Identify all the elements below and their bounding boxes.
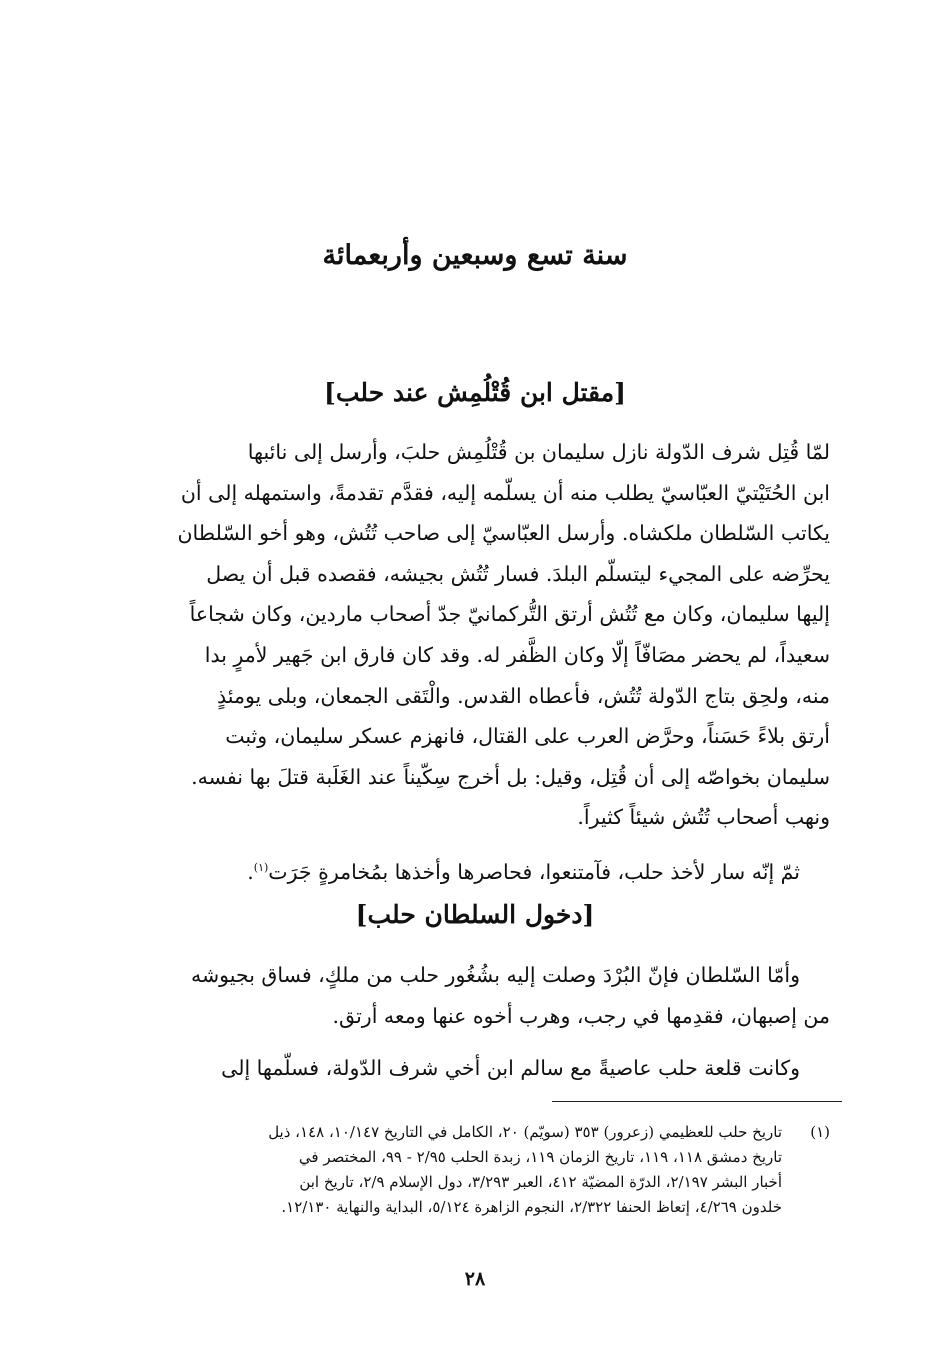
- text-line: ابن الحُتَيْتيّ العبّاسيّ يطلب منه أن يسلّمه إليه، فقدَّم تقدمةً، واستمهله إلى أن: [180, 480, 830, 505]
- text-line: ونهب أصحاب تُتُش شيئاً كثيراً.: [577, 805, 830, 830]
- paragraph-sultan-march: [105, 955, 830, 1036]
- text-line: وأمّا السّلطان فإنّ البُرْدَ وصلت إليه بشُغُور حلب من ملكٍ، فساق بجيوشه: [191, 963, 800, 987]
- text-line: وكانت قلعة حلب عاصيةً مع سالم ابن أخي شرف الدّولة، فسلّمها إلى: [221, 1056, 800, 1080]
- text-line: أرتق بلاءً حَسَناً، وحرَّض العرب على القتال، فانهزم عسكر سليمان، وثبت: [225, 724, 830, 749]
- footnote: [105, 1120, 830, 1220]
- section-heading-sultan-enters-aleppo: [دخول السلطان حلب]: [355, 900, 595, 929]
- paragraph-taking-of-aleppo: [105, 848, 830, 892]
- paragraph-aleppo-citadel: [105, 1048, 830, 1089]
- page-number: ٢٨: [464, 1268, 486, 1290]
- text-line: لمّا قُتِل شرف الدّولة نازل سليمان بن قُتْلُمِش حلبَ، وأرسل إلى نائبها: [247, 440, 830, 464]
- footnote-line: أخبار البشر ٢/١٩٧، الدرّة المضيّة ٤١٢، العبر ٣/٢٩٣، دول الإسلام ٢/٩، تاريخ ابن: [299, 1173, 782, 1191]
- text-line: إليها سليمان، وكان مع تُتُش أرتق التُّركمانيّ جدّ أصحاب ماردين، وكان شجاعاً: [189, 602, 830, 627]
- footnote-reference: (١): [253, 861, 269, 874]
- text-line: سليمان بخواصّه إلى أن قُتِل، وقيل: بل أخرج سِكّيناً عند الغَلَبة قتلَ بها نفسه.: [191, 764, 830, 789]
- text-line: [105, 848, 830, 892]
- text-line: منه، ولحِق بتاج الدّولة تُتُش، فأعطاه القدس. والْتَقى الجمعان، وبلى يومئذٍ: [217, 683, 830, 708]
- footnote-line: خلدون ٤/٢٦٩، إتعاظ الحنفا ٢/٣٢٢، النجوم الزاهرة ٥/١٢٤، البداية والنهاية ١٢/١٣٠.: [281, 1198, 782, 1216]
- paragraph-killing-of-suleiman: [105, 432, 830, 838]
- text-line: سعيداً، لم يحضر مصَافّاً إلّا وكان الظَّفر له. وقد كان فارق ابن جَهير لأمرٍ بدا: [204, 642, 830, 667]
- text-line: يحرِّضه على المجيء ليتسلّم البلدَ. فسار تُتُش بجيشه، فقصده قبل أن يصل: [206, 561, 830, 586]
- section-heading-killing-of-ibn-qutlumush: [مقتل ابن قُتْلُمِش عند حلب]: [324, 378, 626, 407]
- footnote-divider: [552, 1101, 842, 1102]
- footnote-line: تاريخ حلب للعظيمي (زعرور) ٣٥٣ (سويّم) ٢٠، الكامل في التاريخ ١٠/١٤٧، ١٤٨، ذيل: [268, 1123, 782, 1141]
- footnote-mark: (١): [810, 1123, 830, 1141]
- closing-text: ثمّ إنّه سار لأخذ حلب، فآمتنعوا، فحاصرها وأخذها بمُخامرةٍ جَرَت: [268, 859, 800, 884]
- footnote-body: [105, 1120, 782, 1220]
- text-line: من إصبهان، فقدِمها في رجب، وهرب أخوه عنها ومعه أرتق.: [332, 1003, 830, 1028]
- text-line: يكاتب السّلطان ملكشاه. وأرسل العبّاسيّ إلى صاحب تُتُش، وهو أخو السّلطان: [177, 521, 830, 546]
- closing-punctuation: .: [247, 859, 254, 884]
- year-title: سنة تسع وسبعين وأربعمائة: [322, 240, 628, 271]
- footnote-line: تاريخ دمشق ١١٨، ١١٩، تاريخ الزمان ١١٩، زبدة الحلب ٢/٩٥ - ٩٩، المختصر في: [298, 1148, 782, 1166]
